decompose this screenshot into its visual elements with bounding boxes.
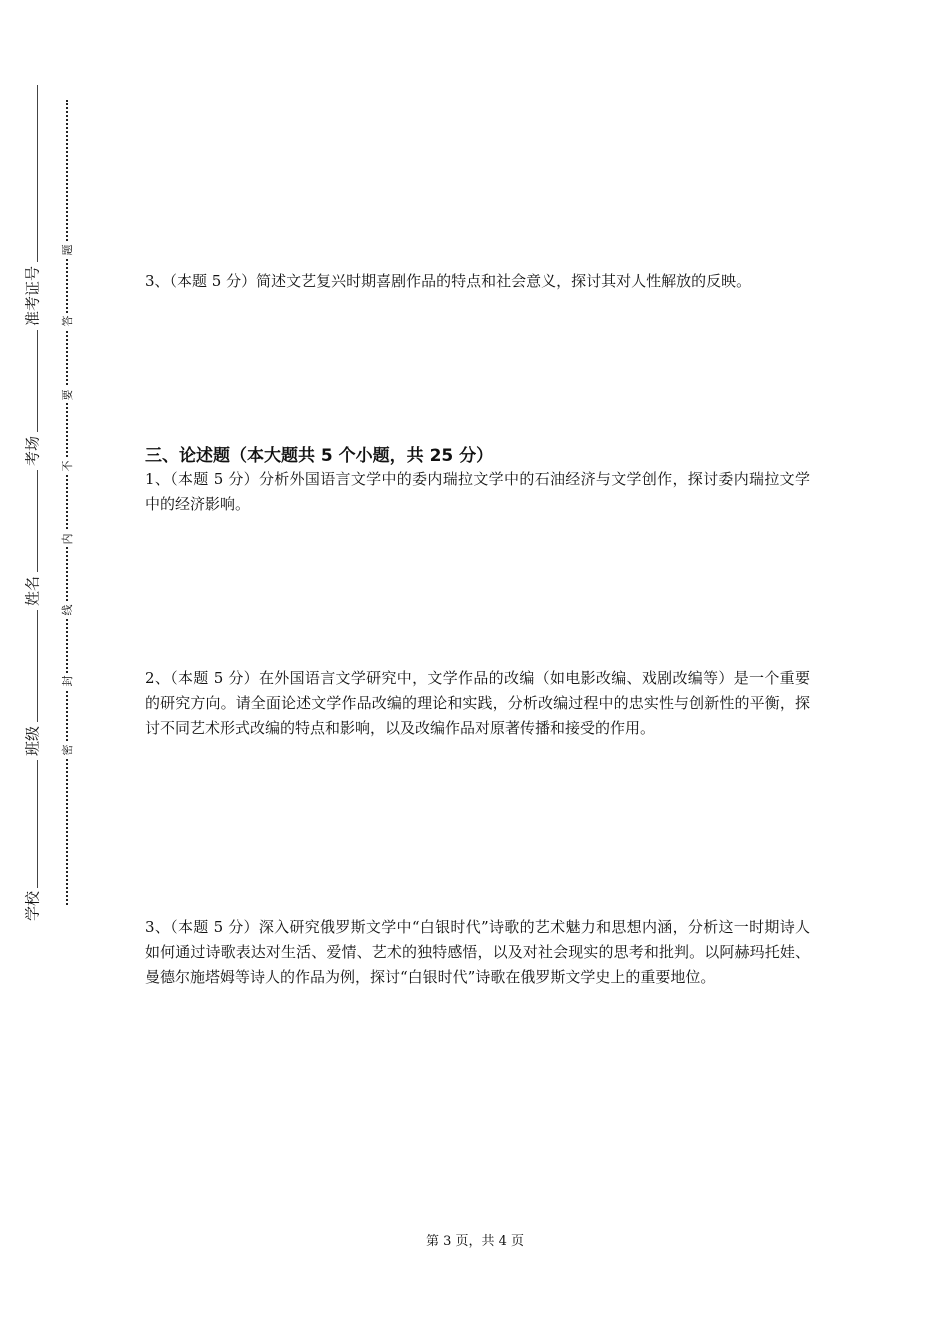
page-footer: 第 3 页，共 4 页	[425, 1234, 525, 1249]
name-label: 姓名	[23, 575, 42, 607]
question-2-3: 3、（本题 5 分）简述文艺复兴时期喜剧作品的特点和社会意义，探讨其对人性解放的反映。	[145, 272, 752, 290]
question-3-2: 2、（本题 5 分）在外国语言文学研究中，文学作品的改编（如电影改编、戏剧改编等）是一个重要的研究方向。请全面论述文学作品改编的理论和实践，分析改编过程中的忠实性与创新性的平衡，探讨不同艺术形式改编的特点和影响，以及改编作品对原著传播和接受的作用。	[145, 669, 810, 737]
seal-char: 不	[61, 460, 74, 472]
seal-char: 要	[61, 389, 74, 401]
seal-char: 题	[61, 244, 74, 256]
seal-char: 密	[61, 744, 74, 756]
section-heading: 三、论述题（本大题共 5 个小题，共 25 分）	[145, 446, 494, 466]
seal-char: 答	[61, 315, 74, 327]
exam-room-label: 考场	[23, 435, 42, 467]
seal-char: 内	[61, 533, 74, 545]
seal-char: 线	[61, 604, 74, 616]
seal-char: 封	[61, 675, 74, 687]
class-label: 班级	[23, 725, 42, 757]
question-3-3: 3、（本题 5 分）深入研究俄罗斯文学中“白银时代”诗歌的艺术魅力和思想内涵，分析这一时期诗人如何通过诗歌表达对生活、爱情、艺术的独特感悟，以及对社会现实的思考和批判。以阿赫玛托娃、曼德尔施塔姆等诗人的作品为例，探讨“白银时代”诗歌在俄罗斯文学史上的重要地位。	[145, 918, 810, 986]
question-3-1: 1、（本题 5 分）分析外国语言文学中的委内瑞拉文学中的石油经济与文学创作，探讨委内瑞拉文学中的经济影响。	[145, 470, 810, 513]
binding-line	[37, 85, 38, 920]
school-label: 学校	[23, 890, 42, 922]
exam-number-label: 准考证号	[23, 265, 42, 327]
seal-dotted-line	[66, 100, 68, 905]
